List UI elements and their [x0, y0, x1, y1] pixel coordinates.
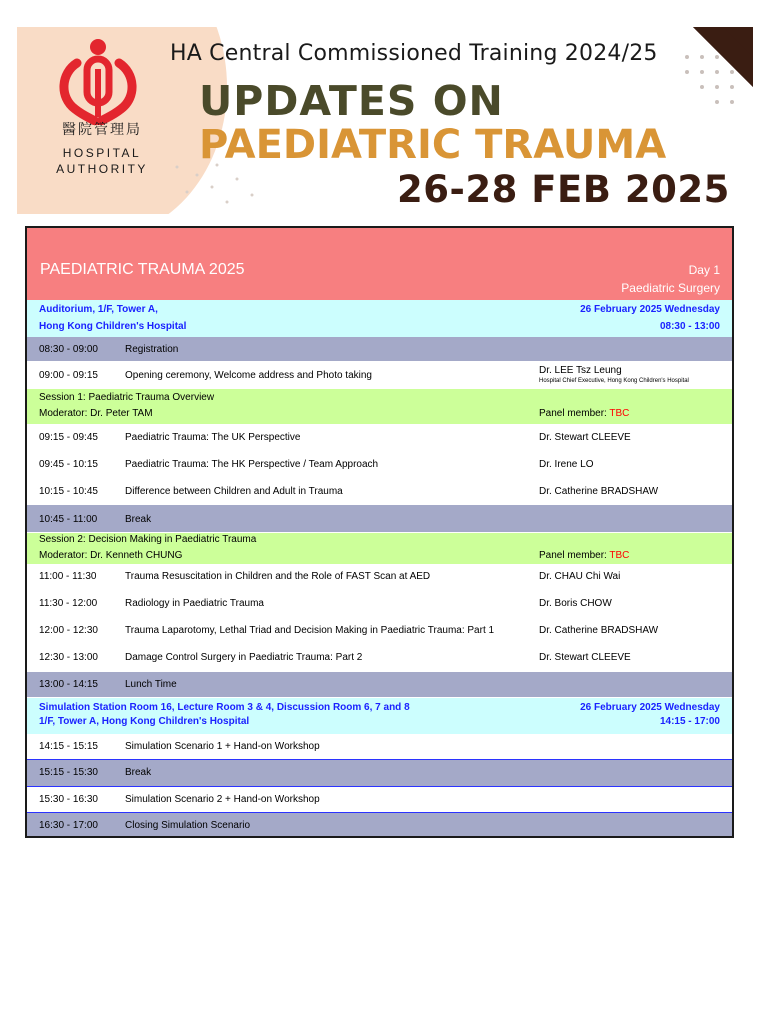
panel-label: Panel member: — [539, 550, 610, 561]
logo-chinese-text: 醫院管理局 — [62, 122, 142, 138]
row-time: 08:30 - 09:00 — [39, 344, 98, 355]
row-time: 16:30 - 17:00 — [39, 820, 98, 831]
venue-line: Auditorium, 1/F, Tower A, — [39, 304, 158, 315]
row-time: 15:30 - 16:30 — [39, 794, 98, 805]
panel-value: TBC — [609, 408, 630, 419]
table-row — [27, 813, 732, 838]
table-row — [27, 478, 732, 505]
venue-line: 1/F, Tower A, Hong Kong Children's Hospital — [39, 716, 250, 727]
row-time: 09:00 - 09:15 — [39, 370, 98, 381]
row-title: Trauma Resuscitation in Children and the Role of FAST Scan at AED — [125, 571, 431, 582]
row-title: Closing Simulation Scenario — [125, 820, 251, 831]
logo-text-authority: AUTHORITY — [56, 162, 148, 176]
row-title: Trauma Laparotomy, Lethal Triad and Decision Making in Paediatric Trauma: Part 1 — [125, 625, 495, 636]
row-speaker: Dr. Irene LO — [539, 459, 594, 470]
row-title: Break — [125, 514, 152, 525]
row-time: 09:15 - 09:45 — [39, 432, 98, 443]
table-row — [27, 564, 732, 591]
table-row — [27, 505, 732, 533]
schedule-title: PAEDIATRIC TRAUMA 2025 — [40, 261, 245, 278]
row-title: Simulation Scenario 2 + Hand-on Workshop — [125, 794, 320, 805]
session-moderator: Moderator: Dr. Peter TAM — [39, 408, 153, 419]
banner-title: HA Central Commissioned Training 2024/25 — [170, 41, 658, 66]
row-title: Radiology in Paediatric Trauma — [125, 598, 264, 609]
row-speaker: Dr. Catherine BRADSHAW — [539, 486, 659, 497]
logo-text-hospital: HOSPITAL — [62, 146, 142, 160]
row-time: 13:00 - 14:15 — [39, 679, 98, 690]
banner-headline-1: UPDATES ON — [199, 77, 504, 125]
banner-dates: 26-28 FEB 2025 — [397, 168, 730, 211]
session-title: Session 2: Decision Making in Paediatric Trauma — [39, 534, 257, 545]
row-time: 10:15 - 10:45 — [39, 486, 98, 497]
table-row — [27, 672, 732, 698]
row-time: 12:00 - 12:30 — [39, 625, 98, 636]
table-row — [27, 451, 732, 478]
panel-value: TBC — [609, 550, 630, 561]
row-time: 12:30 - 13:00 — [39, 652, 98, 663]
table-row — [27, 591, 732, 618]
row-time: 09:45 - 10:15 — [39, 459, 98, 470]
row-speaker: Dr. Catherine BRADSHAW — [539, 625, 659, 636]
row-time: 11:00 - 11:30 — [39, 571, 97, 582]
row-title: Paediatric Trauma: The HK Perspective / Team Approach — [125, 459, 379, 470]
banner-headline-2: PAEDIATRIC TRAUMA — [199, 122, 667, 168]
row-title: Difference between Children and Adult in Trauma — [125, 486, 343, 497]
row-title: Lunch Time — [125, 679, 177, 690]
dot-pattern-icon — [677, 47, 747, 117]
table-row — [27, 645, 732, 672]
session-header — [27, 533, 732, 564]
venue-row — [27, 698, 732, 734]
specialty-label: Paediatric Surgery — [621, 281, 720, 295]
session-panel — [539, 408, 629, 419]
session-panel — [539, 550, 629, 561]
row-speaker: Dr. Stewart CLEEVE — [539, 652, 631, 663]
venue-date: 26 February 2025 Wednesday — [580, 702, 720, 713]
row-time: 15:15 - 15:30 — [39, 767, 98, 778]
venue-line: Simulation Station Room 16, Lecture Room 3 & 4, Discussion Room 6, 7 and 8 — [39, 702, 410, 713]
row-title: Simulation Scenario 1 + Hand-on Workshop — [125, 741, 320, 752]
row-speaker: Dr. CHAU Chi Wai — [539, 571, 621, 582]
row-speaker-title: Hospital Chief Executive, Hong Kong Children's Hospital — [539, 378, 689, 384]
row-time: 11:30 - 12:00 — [39, 598, 98, 609]
row-speaker: Dr. Boris CHOW — [539, 598, 612, 609]
table-row — [27, 337, 732, 362]
table-row — [27, 760, 732, 787]
row-speaker: Dr. Stewart CLEEVE — [539, 432, 631, 443]
table-row — [27, 424, 732, 451]
session-header — [27, 389, 732, 424]
session-moderator: Moderator: Dr. Kenneth CHUNG — [39, 550, 183, 561]
venue-date: 26 February 2025 Wednesday — [580, 304, 720, 315]
row-title: Registration — [125, 344, 179, 355]
row-speaker: Dr. LEE Tsz Leung — [539, 365, 622, 376]
table-row — [27, 734, 732, 760]
table-row — [27, 618, 732, 645]
venue-time: 08:30 - 13:00 — [659, 321, 720, 332]
row-title: Opening ceremony, Welcome address and Photo taking — [125, 370, 372, 381]
schedule-header — [27, 228, 732, 300]
venue-time: 14:15 - 17:00 — [659, 716, 720, 727]
row-title: Damage Control Surgery in Paediatric Trauma: Part 2 — [125, 652, 363, 663]
hospital-authority-logo-icon — [57, 37, 139, 125]
panel-label: Panel member: — [539, 408, 610, 419]
day-label: Day 1 — [688, 263, 720, 277]
schedule-table — [25, 226, 734, 838]
event-banner — [17, 27, 753, 214]
row-time: 14:15 - 15:15 — [39, 741, 98, 752]
session-title: Session 1: Paediatric Trauma Overview — [39, 392, 215, 403]
table-row — [27, 362, 732, 389]
venue-row — [27, 300, 732, 337]
venue-line: Hong Kong Children's Hospital — [39, 321, 187, 332]
table-row — [27, 787, 732, 813]
row-title: Break — [125, 767, 152, 778]
row-time: 10:45 - 11:00 — [39, 514, 98, 525]
row-title: Paediatric Trauma: The UK Perspective — [125, 432, 301, 443]
